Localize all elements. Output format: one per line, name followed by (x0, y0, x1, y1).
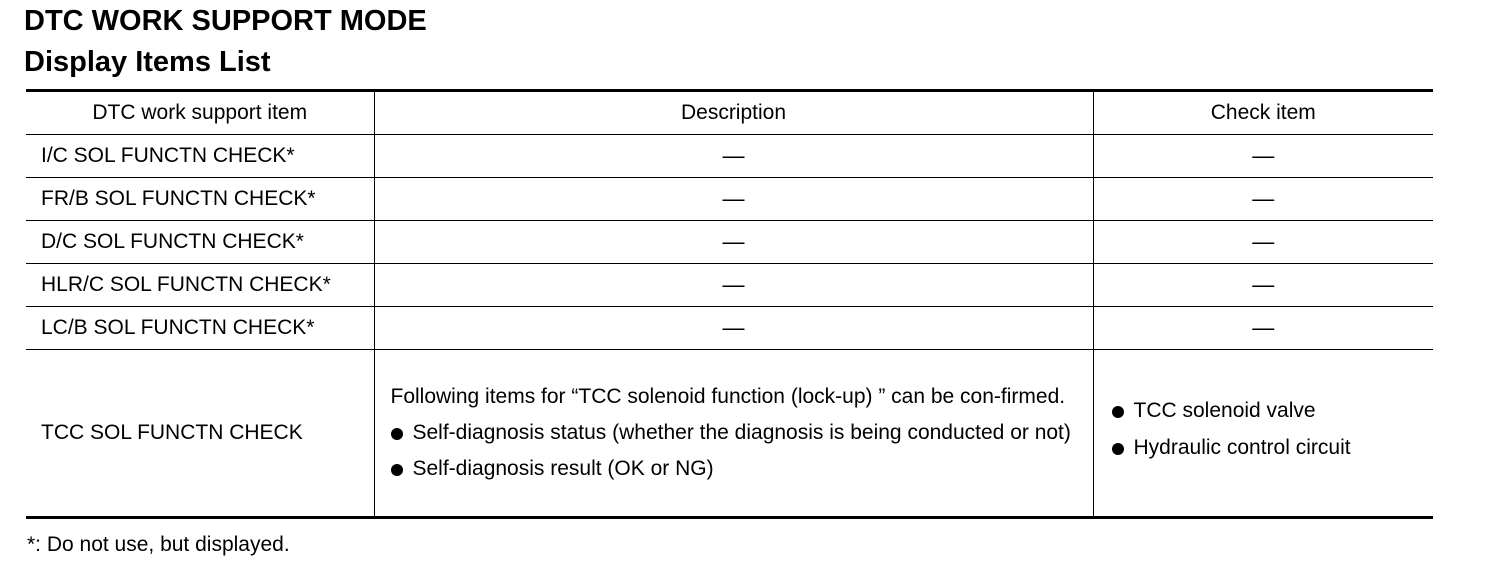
table-row (26, 307, 1433, 350)
display-items-table (26, 89, 1433, 519)
table-header-row (26, 91, 1433, 135)
table-row (26, 178, 1433, 221)
row-check-cell: — (1093, 307, 1433, 350)
row-description-cell: — (374, 264, 1093, 307)
list-item (391, 454, 1075, 484)
row-description-cell: — (374, 307, 1093, 350)
table-row (26, 221, 1433, 264)
page-title: DTC WORK SUPPORT MODE (24, 5, 427, 37)
header-work-support-item: DTC work support item (26, 91, 374, 135)
row-item-cell: HLR/C SOL FUNCTN CHECK* (26, 264, 374, 307)
row-item-cell: I/C SOL FUNCTN CHECK* (26, 135, 374, 178)
list-item-text: TCC solenoid valve (1133, 399, 1316, 422)
section-title: Display Items List (24, 46, 271, 78)
bullet-icon (391, 428, 403, 440)
tcc-check-list (1112, 396, 1418, 463)
row-description-cell: — (374, 178, 1093, 221)
tcc-description-list (391, 418, 1075, 484)
row-item-cell: D/C SOL FUNCTN CHECK* (26, 221, 374, 264)
bullet-icon (1112, 406, 1124, 418)
tcc-check-cell (1093, 350, 1433, 518)
row-check-cell: — (1093, 135, 1433, 178)
row-check-cell: — (1093, 221, 1433, 264)
list-item-text: Self-diagnosis result (OK or NG) (412, 457, 714, 480)
row-description-cell: — (374, 135, 1093, 178)
list-item (1112, 396, 1418, 426)
tcc-description-intro: Following items for “TCC solenoid function (lock-up) ” can be con-firmed. (390, 385, 1066, 408)
row-description-cell: — (374, 221, 1093, 264)
row-item-cell: LC/B SOL FUNCTN CHECK* (26, 307, 374, 350)
row-check-cell: — (1093, 178, 1433, 221)
row-check-cell: — (1093, 264, 1433, 307)
list-item-text: Hydraulic control circuit (1133, 436, 1351, 459)
row-item-cell: FR/B SOL FUNCTN CHECK* (26, 178, 374, 221)
list-item (391, 418, 1075, 448)
bullet-icon (1112, 443, 1124, 455)
list-item-text: Self-diagnosis status (whether the diagnosis is being conducted or not) (412, 421, 1071, 444)
table-row-tcc (26, 350, 1433, 518)
table-row (26, 135, 1433, 178)
table-row (26, 264, 1433, 307)
footnote: *: Do not use, but displayed. (27, 533, 290, 556)
tcc-description-cell (374, 350, 1093, 518)
row-item-cell: TCC SOL FUNCTN CHECK (26, 350, 374, 518)
header-description: Description (374, 91, 1093, 135)
list-item (1112, 433, 1418, 463)
bullet-icon (391, 464, 403, 476)
header-check-item: Check item (1093, 91, 1433, 135)
